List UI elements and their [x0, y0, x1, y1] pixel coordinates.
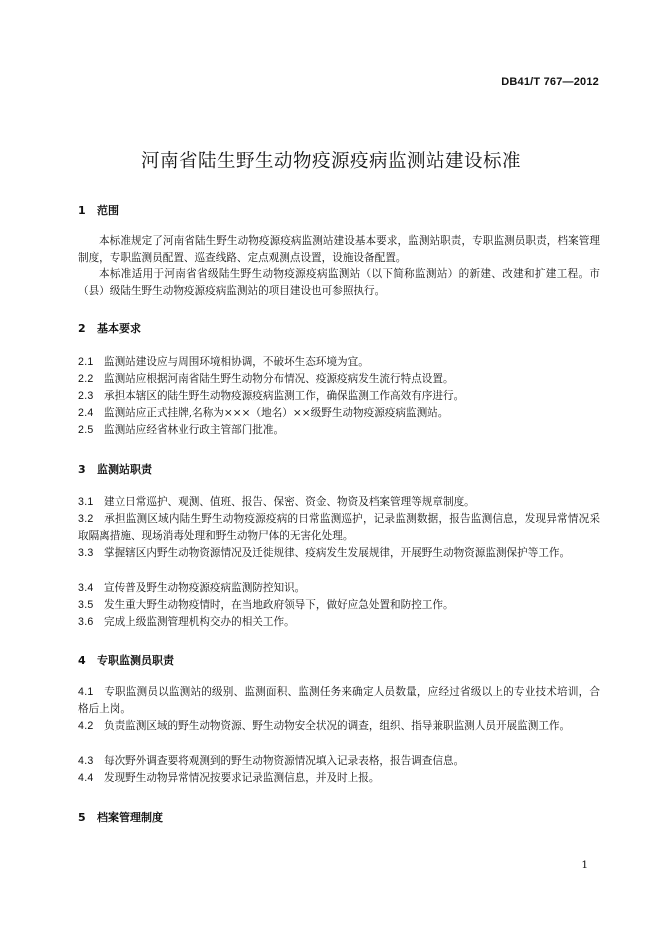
clause-number: 4.2 [78, 720, 94, 732]
clause-text: 掌握辖区内野生动物资源情况及迁徙规律、疫病发生发展规律，开展野生动物资源监测保护等工作。 [104, 547, 571, 559]
clause-2-2 [78, 371, 600, 388]
clause-number: 3.3 [78, 547, 94, 559]
section-number: 1 [78, 204, 86, 217]
clause-4-2 [78, 718, 600, 735]
section-4-heading [78, 652, 174, 668]
clause-text: 负责监测区域的野生动物资源、野生动物安全状况的调查，组织、指导兼职监测人员开展监测工作。 [104, 720, 571, 732]
section-5-heading [78, 809, 163, 825]
clause-text: 监测站应正式挂牌,名称为×××（地名）××级野生动物疫源疫病监测站。 [104, 407, 449, 419]
clause-3-1 [78, 494, 600, 511]
clause-3-2 [78, 511, 600, 544]
section-number: 4 [78, 654, 86, 667]
clause-4-4 [78, 770, 600, 787]
section-3-heading [78, 461, 152, 477]
section-2-heading [78, 320, 141, 336]
section-1-paragraph-1: 本标准规定了河南省陆生野生动物疫源疫病监测站建设基本要求，监测站职责，专职监测员职责，档案管理制度，专职监测员配置、巡查线路、定点观测点设置，设施设备配置。 [78, 235, 600, 264]
clause-2-5 [78, 422, 600, 439]
clause-number: 4.3 [78, 755, 94, 767]
clause-4-1 [78, 684, 600, 717]
clause-3-6 [78, 614, 600, 631]
clause-number: 3.5 [78, 599, 94, 611]
clause-text: 建立日常巡护、观测、值班、报告、保密、资金、物资及档案管理等规章制度。 [104, 496, 475, 508]
clause-text: 承担监测区域内陆生野生动物疫源疫病的日常监测巡护，记录监测数据，报告监测信息，发现异常情况采取隔离措施、现场消毒处理和野生动物尸体的无害化处理。 [78, 513, 600, 542]
clause-number: 4.1 [78, 686, 94, 698]
document-code: DB41/T 767—2012 [501, 76, 599, 88]
clause-3-4 [78, 580, 600, 597]
clause-number: 3.2 [78, 513, 94, 525]
clause-number: 2.4 [78, 407, 94, 419]
section-title: 范围 [97, 204, 119, 217]
clause-3-5 [78, 597, 600, 614]
section-title: 监测站职责 [97, 463, 152, 476]
section-1-paragraph-2: 本标准适用于河南省省级陆生野生动物疫源疫病监测站（以下简称监测站）的新建、改建和扩建工程。市（县）级陆生野生动物疫源疫病监测站的项目建设也可参照执行。 [78, 268, 600, 297]
section-title: 基本要求 [97, 322, 141, 335]
page-number: 1 [581, 859, 588, 871]
clause-2-3 [78, 388, 600, 405]
clause-text: 每次野外调查要将观测到的野生动物资源情况填入记录表格，报告调查信息。 [104, 755, 465, 767]
clause-number: 3.4 [78, 582, 94, 594]
clause-text: 监测站应根据河南省陆生野生动物分布情况、疫源疫病发生流行特点设置。 [104, 373, 454, 385]
clause-number: 2.1 [78, 356, 94, 368]
document-title: 河南省陆生野生动物疫源疫病监测站建设标准 [140, 151, 521, 172]
clause-number: 3.6 [78, 616, 94, 628]
clause-text: 完成上级监测管理机构交办的相关工作。 [104, 616, 295, 628]
section-1-heading [78, 202, 119, 218]
section-number: 5 [78, 811, 86, 824]
clause-2-1 [78, 354, 600, 371]
clause-text: 监测站应经省林业行政主管部门批准。 [104, 424, 285, 436]
clause-number: 2.3 [78, 390, 94, 402]
clause-3-3 [78, 545, 600, 562]
clause-number: 2.5 [78, 424, 94, 436]
clause-text: 发现野生动物异常情况按要求记录监测信息，并及时上报。 [104, 772, 380, 784]
section-number: 3 [78, 463, 86, 476]
clause-2-4 [78, 405, 600, 422]
section-title: 专职监测员职责 [97, 654, 174, 667]
clause-number: 3.1 [78, 496, 94, 508]
clause-text: 宣传普及野生动物疫源疫病监测防控知识。 [104, 582, 306, 594]
clause-4-3 [78, 753, 600, 770]
section-number: 2 [78, 322, 86, 335]
clause-text: 发生重大野生动物疫情时，在当地政府领导下，做好应急处置和防控工作。 [104, 599, 454, 611]
section-title: 档案管理制度 [97, 811, 163, 824]
clause-number: 2.2 [78, 373, 94, 385]
clause-text: 承担本辖区的陆生野生动物疫源疫病监测工作，确保监测工作高效有序进行。 [104, 390, 465, 402]
clause-number: 4.4 [78, 772, 94, 784]
clause-text: 监测站建设应与周围环境相协调，不破坏生态环境为宜。 [104, 356, 369, 368]
clause-text: 专职监测员以监测站的级别、监测面积、监测任务来确定人员数量，应经过省级以上的专业技术培训，合格后上岗。 [78, 686, 600, 715]
